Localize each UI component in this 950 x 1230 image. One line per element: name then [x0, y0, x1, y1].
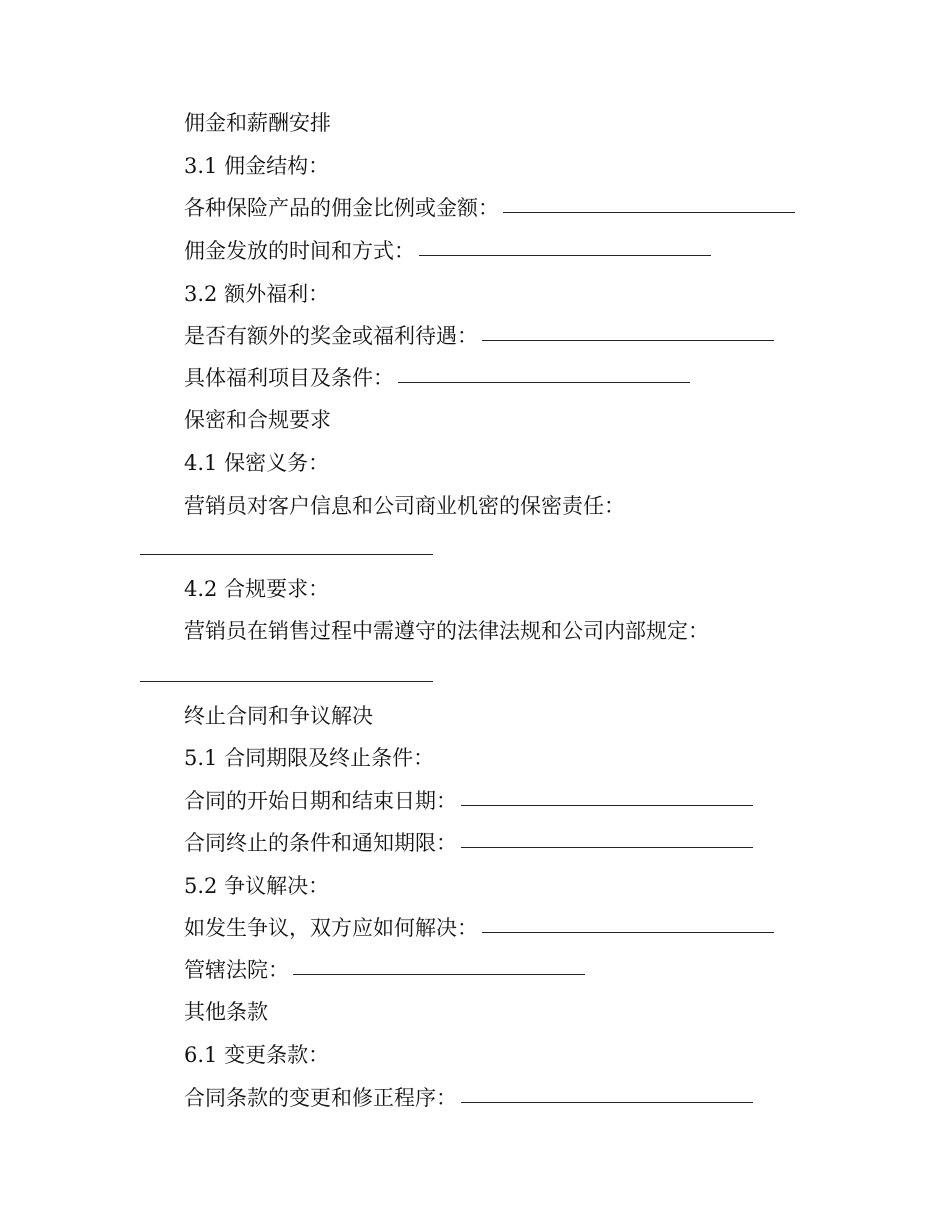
- dispute-resolution-field: [184, 914, 774, 942]
- section-heading-termination: [184, 702, 373, 730]
- section-heading-confidentiality: [184, 406, 331, 434]
- amendment-procedure-field: [184, 1084, 753, 1112]
- fill-in-blank[interactable]: [419, 255, 711, 256]
- field-label: 合同终止的条件和通知期限：: [184, 831, 457, 855]
- line-text: 3.1 佣金结构：: [184, 154, 330, 178]
- line-text: 4.2 合规要求：: [184, 577, 330, 601]
- line-text: 保密和合规要求: [184, 408, 331, 432]
- line-text: 4.1 保密义务：: [184, 451, 330, 475]
- fill-in-blank[interactable]: [293, 974, 585, 975]
- line-text: 6.1 变更条款：: [184, 1043, 330, 1067]
- field-label: 是否有额外的奖金或福利待遇：: [184, 324, 478, 348]
- fill-in-blank[interactable]: [398, 382, 690, 383]
- field-label: 营销员在销售过程中需遵守的法律法规和公司内部规定：: [184, 619, 709, 643]
- field-label: 佣金发放的时间和方式：: [184, 239, 415, 263]
- field-label: 营销员对客户信息和公司商业机密的保密责任：: [184, 494, 625, 518]
- field-label: 各种保险产品的佣金比例或金额：: [184, 196, 499, 220]
- line-text: 终止合同和争议解决: [184, 704, 373, 728]
- extra-bonus-field: [184, 322, 774, 350]
- compliance-rules-field: [184, 617, 709, 645]
- field-label: 管辖法院：: [184, 958, 289, 982]
- line-text: 5.1 合同期限及终止条件：: [184, 746, 435, 770]
- benefit-items-field: [184, 364, 690, 392]
- confidentiality-duty-field: [184, 492, 625, 520]
- contract-dates-field: [184, 787, 753, 815]
- field-label: 合同条款的变更和修正程序：: [184, 1086, 457, 1110]
- clause-4-2-heading: [184, 575, 329, 603]
- fill-in-blank[interactable]: [140, 681, 433, 682]
- fill-in-blank[interactable]: [503, 212, 795, 213]
- fill-in-blank[interactable]: [461, 1102, 753, 1103]
- clause-5-1-heading: [184, 744, 434, 772]
- fill-in-blank[interactable]: [461, 847, 753, 848]
- clause-6-1-heading: [184, 1041, 329, 1069]
- line-text: 5.2 争议解决：: [184, 874, 330, 898]
- field-label: 如发生争议，双方应如何解决：: [184, 916, 478, 940]
- section-heading-other: [184, 998, 268, 1026]
- termination-conditions-field: [184, 829, 753, 857]
- field-label: 具体福利项目及条件：: [184, 366, 394, 390]
- jurisdiction-court-field: [184, 956, 585, 984]
- line-text: 3.2 额外福利：: [184, 282, 330, 306]
- fill-in-blank[interactable]: [482, 340, 774, 341]
- line-text: 其他条款: [184, 1000, 268, 1024]
- field-label: 合同的开始日期和结束日期：: [184, 789, 457, 813]
- fill-in-blank[interactable]: [140, 554, 433, 555]
- clause-5-2-heading: [184, 872, 329, 900]
- commission-rate-field: [184, 194, 795, 222]
- clause-3-1-heading: [184, 152, 329, 180]
- fill-in-blank[interactable]: [482, 932, 774, 933]
- line-text: 佣金和薪酬安排: [184, 111, 331, 135]
- clause-3-2-heading: [184, 280, 329, 308]
- clause-4-1-heading: [184, 449, 329, 477]
- fill-in-blank[interactable]: [461, 805, 753, 806]
- commission-payment-field: [184, 237, 711, 265]
- section-heading-commission: [184, 109, 331, 137]
